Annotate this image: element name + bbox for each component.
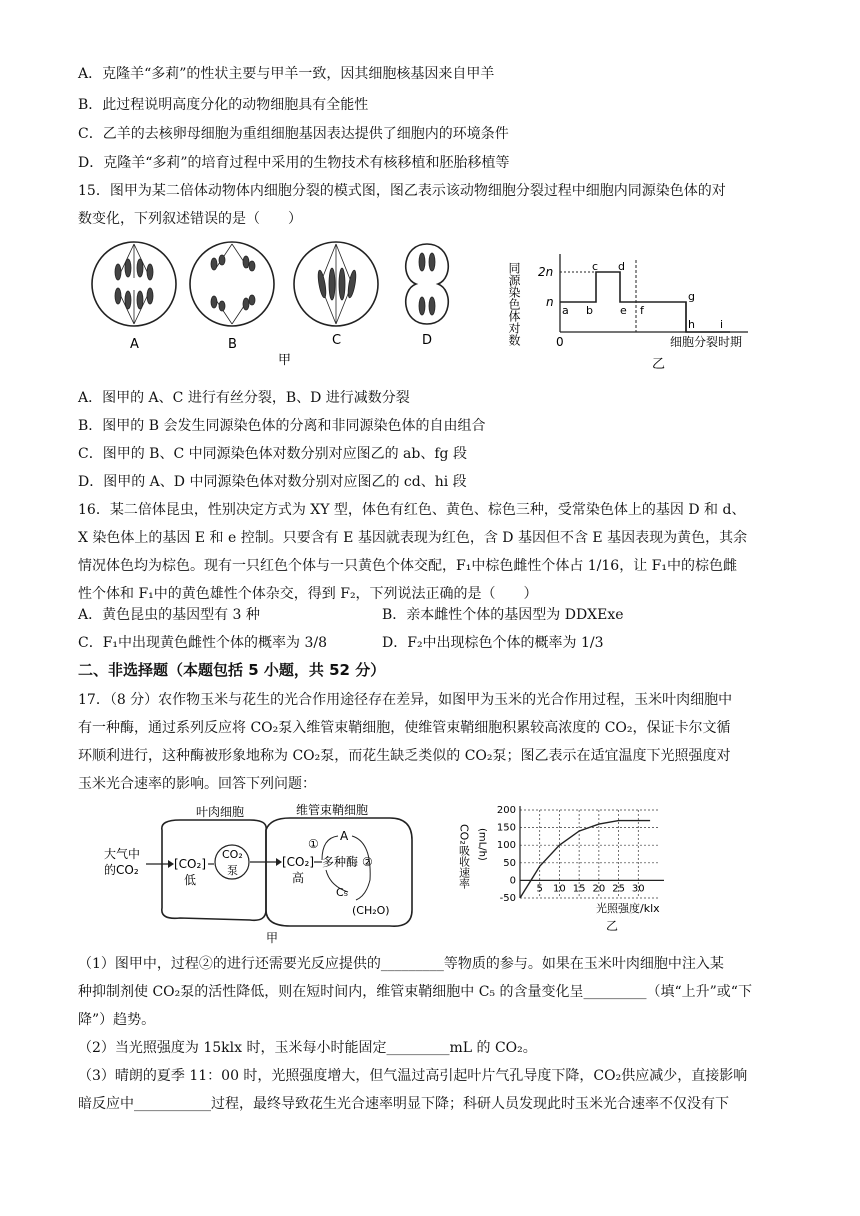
cell-division-diagram [82, 238, 462, 368]
point-e: e [620, 304, 627, 317]
q14-option-b: B．此过程说明高度分化的动物细胞具有全能性 [78, 97, 369, 113]
cell-label-a: A [130, 337, 139, 352]
x-tick-label: 30 [631, 883, 645, 895]
x-tick-label: 20 [592, 883, 606, 895]
point-h: h [688, 318, 695, 331]
cell-label-d: D [422, 333, 433, 348]
q17-stem-line4: 玉米光合速率的影响。回答下列问题： [78, 776, 316, 792]
chart-ylabel-17: CO₂吸收速率 [458, 824, 471, 889]
section-heading: 二、非选择题（本题包括 5 小题，共 52 分） [78, 661, 386, 679]
c4-pathway-diagram [100, 800, 440, 950]
point-i: i [720, 318, 724, 331]
q16-stem-line3: 情况体色均为棕色。现有一只红色个体与一只黄色个体交配，F₁中棕色雌性个体占 1/16，让 F₁中的棕色雌 [78, 558, 737, 574]
x-tick-label: 5 [536, 883, 543, 895]
chart-origin: 0 [556, 335, 564, 349]
q15-option-d: D．图甲的 A、D 中同源染色体对数分别对应图乙的 cd、hi 段 [78, 474, 467, 490]
q17-sub1-line2: 种抑制剂使 CO₂泵的活性降低，则在短时间内，维管束鞘细胞中 C₅ 的含量变化呈_________（填“上升”或“下 [78, 984, 752, 1000]
q16-option-b: B．亲本雌性个体的基因型为 DDXExe [382, 607, 624, 623]
co2-high-label: [CO₂] [282, 855, 314, 869]
bundle-sheath-cell [266, 818, 412, 926]
y-tick-label: 150 [496, 822, 516, 834]
bundle-sheath-label: 维管束鞘细胞 [296, 803, 369, 817]
point-g: g [688, 290, 695, 303]
q15-stem-line1: 15．图甲为某二倍体动物体内细胞分裂的模式图，图乙表示该动物细胞分裂过程中细胞内同源染色体的对 [78, 183, 726, 199]
cell-d [406, 244, 449, 324]
ch2o-label: (CH₂O) [352, 904, 390, 917]
q17-figure-jia [100, 800, 440, 950]
q17-sub2: （2）当光照强度为 15klx 时，玉米每小时能固定_________mL 的 CO₂。 [78, 1040, 537, 1056]
cell-b [190, 242, 274, 326]
q17-figure-yi [458, 798, 688, 936]
q16-stem-line4: 性个体和 F₁中的黄色雄性个体杂交，得到 F₂，下列说法正确的是（ ） [78, 586, 538, 602]
chart-ticks [497, 805, 664, 904]
chart-xlabel: 细胞分裂时期 [670, 335, 743, 349]
q17-sub3-line1: （3）晴朗的夏季 11：00 时，光照强度增大，但气温过高引起叶片气孔导度下降，CO₂供应减少，直接影响 [78, 1068, 748, 1084]
y-tick-n: n [546, 295, 554, 309]
compound-a-label: A [340, 829, 349, 843]
q16-option-d: D．F₂中出现棕色个体的概率为 1/3 [382, 635, 604, 651]
y-tick-label: -50 [499, 893, 516, 904]
high-label: 高 [292, 871, 305, 885]
q17-stem-line1: 17．（8 分）农作物玉米与花生的光合作用途径存在差异，如图甲为玉米的光合作用过程，玉米叶肉细胞中 [78, 692, 733, 708]
point-b: b [586, 304, 593, 317]
q14-option-c: C．乙羊的去核卵母细胞为重组细胞基因表达提供了细胞内的环境条件 [78, 126, 509, 142]
figure-caption-jia-17: 甲 [266, 931, 279, 945]
c5-label: C₅ [336, 886, 349, 899]
q17-sub1-line1: （1）图甲中，过程②的进行还需要光反应提供的_________等物质的参与。如果在玉米叶肉细胞中注入某 [78, 956, 724, 972]
cell-a [92, 242, 176, 326]
q16-stem-line2: X 染色体上的基因 E 和 e 控制。只要含有 E 基因就表现为红色，含 D 基因但不含 E 基因表现为黄色，其余 [78, 530, 748, 546]
co2-low-label: [CO₂] [174, 857, 206, 871]
point-a: a [562, 304, 569, 317]
q16-option-a: A．黄色昆虫的基因型有 3 种 [78, 607, 260, 623]
y-tick-2n: 2n [538, 265, 554, 279]
cell-label-b: B [228, 337, 237, 352]
q14-option-a: A．克隆羊“多莉”的性状主要与甲羊一致，因其细胞核基因来自甲羊 [78, 66, 495, 82]
chart-yunit-17: (mL/h) [476, 828, 488, 861]
y-tick-label: 100 [496, 840, 516, 852]
homologous-pairs-chart [500, 248, 790, 378]
point-d: d [618, 260, 625, 273]
x-tick-label: 10 [553, 883, 566, 895]
q15-option-a: A．图甲的 A、C 进行有丝分裂，B、D 进行减数分裂 [78, 390, 410, 406]
q15-figure-yi [500, 248, 790, 378]
mesophyll-label: 叶肉细胞 [196, 805, 245, 819]
figure-caption-yi-17: 乙 [606, 919, 619, 933]
q17-stem-line3: 环顺利进行，这种酶被形象地称为 CO₂泵，而花生缺乏类似的 CO₂泵；图乙表示在适宜温度下光照强度对 [78, 748, 731, 764]
figure-caption-yi: 乙 [652, 357, 666, 372]
step-2-label: ② [362, 855, 373, 869]
point-c: c [592, 260, 599, 273]
q15-option-b: B．图甲的 B 会发生同源染色体的分离和非同源染色体的自由组合 [78, 418, 486, 434]
air-co2-label-2: 的CO₂ [104, 863, 139, 877]
air-co2-label-1: 大气中 [104, 847, 141, 861]
q17-sub3-line2: 暗反应中___________过程，最终导致花生光合速率明显下降；科研人员发现此时玉米光合速率不仅没有下 [78, 1096, 729, 1112]
low-label: 低 [184, 873, 197, 887]
figure-caption-jia: 甲 [278, 353, 292, 368]
q15-stem-line2: 数变化，下列叙述错误的是（ ） [78, 211, 302, 227]
y-tick-label: 200 [496, 805, 516, 816]
x-tick-label: 25 [612, 883, 625, 895]
q15-option-c: C．图甲的 B、C 中同源染色体对数分别对应图乙的 ab、fg 段 [78, 446, 467, 462]
q16-option-c: C．F₁中出现黄色雌性个体的概率为 3/8 [78, 635, 328, 651]
point-f: f [640, 304, 644, 317]
enzyme-label: 多种酶 [322, 855, 359, 869]
x-tick-label: 15 [572, 883, 586, 895]
y-tick-label: 0 [509, 875, 516, 887]
chart-xlabel-17: 光照强度/klx [596, 902, 660, 915]
pump-label-2: 泵 [227, 864, 238, 877]
y-tick-label: 50 [503, 857, 516, 869]
q15-figure-jia [82, 238, 462, 368]
pump-label-1: CO₂ [222, 848, 243, 861]
light-response-chart [458, 798, 688, 936]
q16-stem-line1: 16．某二倍体昆虫，性别决定方式为 XY 型，体色有红色、黄色、棕色三种，受常染色体上的基因 D 和 d、 [78, 502, 746, 518]
step-1-label: ① [308, 837, 319, 851]
cell-label-c: C [332, 333, 342, 348]
chart-ylabel: 同源染色体对数 [507, 262, 521, 346]
step-line [560, 272, 730, 332]
q17-stem-line2: 有一种酶，通过系列反应将 CO₂泵入维管束鞘细胞，使维管束鞘细胞积累较高浓度的 CO₂，保证卡尔文循 [78, 720, 731, 736]
q14-option-d: D．克隆羊“多莉”的培育过程中采用的生物技术有核移植和胚胎移植等 [78, 155, 510, 171]
cell-c [294, 242, 378, 326]
q17-sub1-line3: 降”）趋势。 [78, 1012, 156, 1028]
